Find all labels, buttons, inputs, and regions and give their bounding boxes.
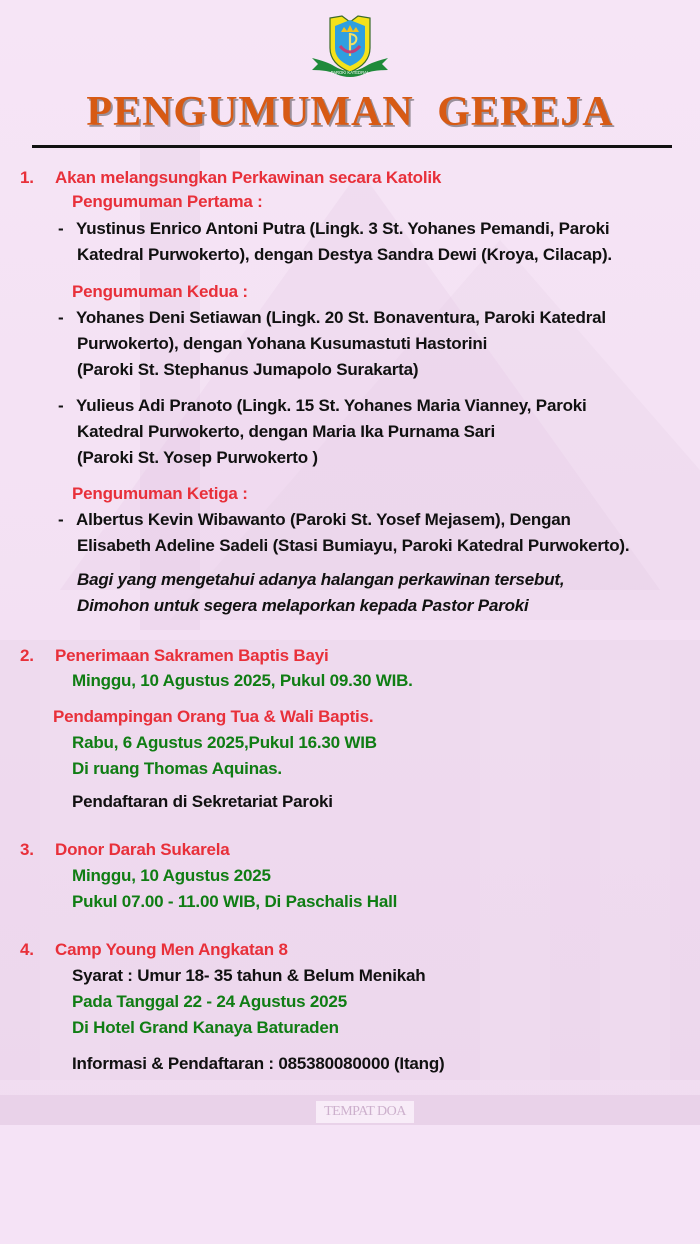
section-heading: Donor Darah Sukarela — [55, 840, 230, 859]
couple-entry-line: Katedral Purwokerto), dengan Destya Sandra Dewi (Kroya, Cilacap). — [77, 245, 612, 264]
couple-entry-line: Yulieus Adi Pranoto (Lingk. 15 St. Yohanes Maria Vianney, Paroki — [76, 396, 587, 415]
couple-entry-line: (Paroki St. Yosep Purwokerto ) — [77, 448, 318, 467]
couple-entry-line: Yustinus Enrico Antoni Putra (Lingk. 3 St. Yohanes Pemandi, Paroki — [76, 219, 610, 238]
couple-entry-line: (Paroki St. Stephanus Jumapolo Surakarta) — [77, 360, 419, 379]
parish-logo — [298, 14, 402, 78]
background-pillar — [600, 660, 670, 1080]
couple-entry-line: Yohanes Deni Setiawan (Lingk. 20 St. Bonaventura, Paroki Katedral — [76, 308, 606, 327]
sub-heading: Pendampingan Orang Tua & Wali Baptis. — [53, 707, 374, 726]
couple-entry-line: Purwokerto), dengan Yohana Kusumastuti Hastorini — [77, 334, 488, 353]
section-number: 4. — [20, 940, 34, 959]
announcement-label: Pengumuman Ketiga : — [72, 484, 248, 503]
logo-ribbon-text: PAROKI KATEDRAL — [330, 70, 370, 75]
schedule-line: Pada Tanggal 22 - 24 Agustus 2025 — [72, 992, 347, 1011]
requirement-line: Syarat : Umur 18- 35 tahun & Belum Menikah — [72, 966, 426, 985]
section-heading: Penerimaan Sakramen Baptis Bayi — [55, 646, 329, 665]
couple-entry-line: Elisabeth Adeline Sadeli (Stasi Bumiayu, Paroki Katedral Purwokerto). — [77, 536, 630, 555]
background-pillar — [480, 660, 550, 1080]
registration-note: Pendaftaran di Sekretariat Paroki — [72, 792, 333, 811]
section-heading: Camp Young Men Angkatan 8 — [55, 940, 288, 959]
list-dash: - — [58, 308, 64, 327]
page-title: PENGUMUMAN GEREJA — [86, 89, 614, 135]
objection-note-line: Bagi yang mengetahui adanya halangan perkawinan tersebut, — [77, 570, 565, 589]
section-number: 2. — [20, 646, 34, 665]
title-divider — [32, 145, 672, 148]
list-dash: - — [58, 510, 64, 529]
list-dash: - — [58, 396, 64, 415]
couple-entry-line: Albertus Kevin Wibawanto (Paroki St. Yosef Mejasem), Dengan — [76, 510, 571, 529]
objection-note-line: Dimohon untuk segera melaporkan kepada Pastor Paroki — [77, 596, 529, 615]
schedule-line: Di Hotel Grand Kanaya Baturaden — [72, 1018, 339, 1037]
section-heading: Akan melangsungkan Perkawinan secara Katolik — [55, 168, 442, 187]
background-sign: TEMPAT DOA — [316, 1101, 414, 1123]
schedule-line: Minggu, 10 Agustus 2025 — [72, 866, 271, 885]
list-dash: - — [58, 219, 64, 238]
schedule-line: Pukul 07.00 - 11.00 WIB, Di Paschalis Hall — [72, 892, 398, 911]
announcement-label: Pengumuman Pertama : — [72, 192, 263, 211]
announcement-label: Pengumuman Kedua : — [72, 282, 248, 301]
couple-entry-line: Katedral Purwokerto, dengan Maria Ika Purnama Sari — [77, 422, 495, 441]
sub-schedule-line: Rabu, 6 Agustus 2025,Pukul 16.30 WIB — [72, 733, 377, 752]
section-number: 3. — [20, 840, 34, 859]
contact-line: Informasi & Pendaftaran : 085380080000 (Itang) — [72, 1054, 445, 1073]
sub-schedule-line: Di ruang Thomas Aquinas. — [72, 759, 282, 778]
baptism-schedule: Minggu, 10 Agustus 2025, Pukul 09.30 WIB. — [72, 671, 413, 690]
section-number: 1. — [20, 168, 34, 187]
